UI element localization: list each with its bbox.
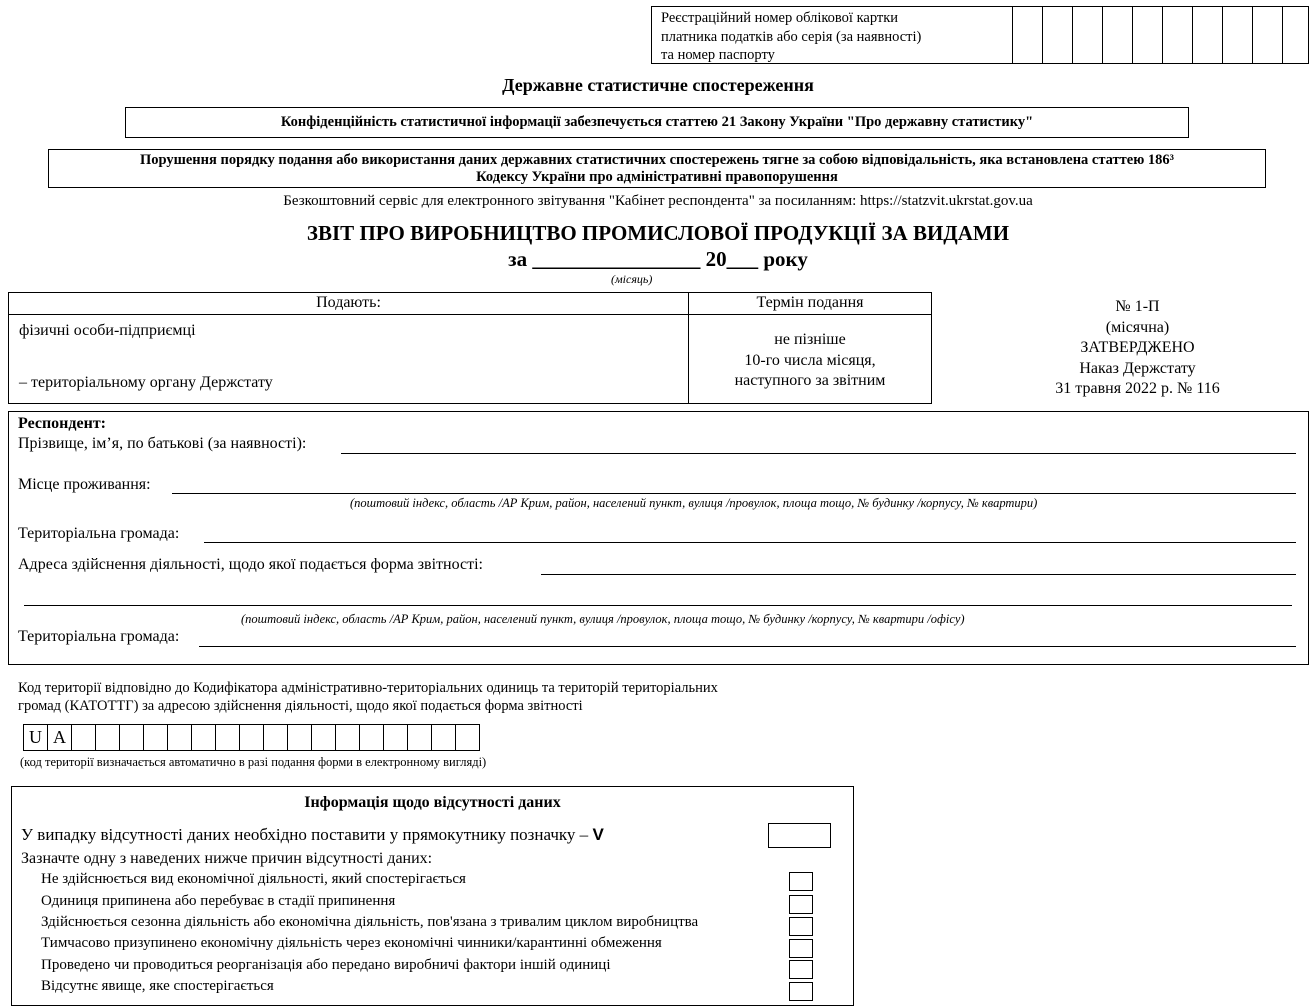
confidentiality-notice <box>125 107 1189 138</box>
name-label: Прізвище, ім’я, по батькові (за наявності): <box>18 435 307 452</box>
reason-label: Проведено чи проводиться реорганізація або передано виробничі фактори іншій одиниці <box>41 957 611 973</box>
registration-cell[interactable] <box>1222 6 1252 64</box>
registration-cell[interactable] <box>1012 6 1042 64</box>
form-info <box>1000 297 1275 400</box>
code-cell[interactable] <box>407 724 432 751</box>
form-number: № 1-П <box>1115 298 1160 315</box>
activity-address-field-line-2[interactable] <box>24 605 1292 606</box>
registration-line-3: та номер паспорту <box>661 47 775 63</box>
respondent-title: Респондент: <box>18 415 106 432</box>
absence-mark-checkbox[interactable] <box>768 823 831 848</box>
absence-title: Інформація щодо відсутності даних <box>304 794 561 811</box>
katottg-line-1: Код території відповідно до Кодифікатора адміністративно-територіальних одиниць та територій територіальних <box>18 680 718 696</box>
code-cell[interactable]: A <box>47 724 72 751</box>
reason-checkbox[interactable] <box>789 872 813 891</box>
code-cell[interactable]: U <box>23 724 48 751</box>
katottg-line-2: громад (КАТОТТГ) за адресою здійснення діяльності, щодо якої подається форма звітності <box>18 698 583 714</box>
registration-cell[interactable] <box>1132 6 1162 64</box>
form-frequency: (місячна) <box>1105 318 1170 336</box>
violation-line-1: Порушення порядку подання або використання даних державних статистичних спостережень тягне за собою відповідальність, яка встановлена статтею 186³ <box>139 152 1175 168</box>
reason-checkbox[interactable] <box>789 960 813 979</box>
activity-address-field[interactable] <box>541 574 1296 575</box>
deadline-line-1: не пізніше <box>774 331 846 348</box>
reason-checkbox[interactable] <box>789 939 813 958</box>
service-link-text: Безкоштовний сервіс для електронного звітування "Кабінет респондента" за посиланням: https://statzvit.ukrstat.gov.ua <box>283 193 1033 209</box>
submitters-to-whom: – територіальному органу Держстату <box>19 374 273 391</box>
confidentiality-text: Конфіденційність статистичної інформації забезпечується статтею 21 Закону України "Про державну статистику" <box>280 114 1034 130</box>
month-caption: (місяць) <box>611 272 653 286</box>
code-cell[interactable] <box>143 724 168 751</box>
registration-cell[interactable] <box>1072 6 1102 64</box>
absence-mark-text: У випадку відсутності даних необхідно поставити у прямокутнику позначку – <box>21 825 593 844</box>
registration-cell[interactable] <box>1192 6 1222 64</box>
community-label: Територіальна громада: <box>18 525 180 542</box>
residence-hint: (поштовий індекс, область /АР Крим, район, населений пункт, вулиця /провулок, площа тощо, № будинку /корпусу, № квартири) <box>350 496 1038 510</box>
check-mark-symbol: V <box>592 825 604 844</box>
violation-notice <box>48 149 1266 188</box>
submit-table <box>8 292 932 404</box>
community-field[interactable] <box>204 542 1296 543</box>
community2-field[interactable] <box>199 646 1296 647</box>
registration-cell[interactable] <box>1042 6 1072 64</box>
reason-checkbox[interactable] <box>789 982 813 1001</box>
reason-checkbox[interactable] <box>789 917 813 936</box>
col-deadline-header: Термін подання <box>756 294 864 311</box>
katottg-description <box>18 679 838 715</box>
code-cell[interactable] <box>119 724 144 751</box>
community2-label: Територіальна громада: <box>18 628 180 645</box>
code-cell[interactable] <box>311 724 336 751</box>
activity-address-label: Адреса здійснення діяльності, щодо якої подається форма звітності: <box>18 556 483 573</box>
code-cell[interactable] <box>455 724 480 751</box>
report-period[interactable]: за ________________ 20___ року <box>508 247 808 271</box>
report-title: ЗВІТ ПРО ВИРОБНИЦТВО ПРОМИСЛОВОЇ ПРОДУКЦІЇ ЗА ВИДАМИ <box>306 221 1010 245</box>
name-field[interactable] <box>341 453 1296 454</box>
form-order: Наказ Держстату <box>1079 359 1196 377</box>
reason-label: Одиниця припинена або перебуває в стадії припинення <box>41 893 396 909</box>
registration-label <box>661 9 1011 65</box>
submitters-who: фізичні особи-підприємці <box>19 322 196 339</box>
table-divider <box>9 314 931 315</box>
katottg-code-row <box>23 724 480 751</box>
registration-cell[interactable] <box>1162 6 1192 64</box>
registration-line-1: Реєстраційний номер облікової картки <box>661 10 899 26</box>
activity-hint: (поштовий індекс, область /АР Крим, район, населений пункт, вулиця /провулок, площа тощо, № будинку /корпусу, № квартири /офісу) <box>241 612 965 626</box>
code-cell[interactable] <box>431 724 456 751</box>
absence-reason-instruction: Зазначте одну з наведених нижче причин відсутності даних: <box>21 850 433 867</box>
code-cell[interactable] <box>95 724 120 751</box>
code-cell[interactable] <box>239 724 264 751</box>
form-approved: ЗАТВЕРДЖЕНО <box>1080 339 1195 356</box>
code-cell[interactable] <box>215 724 240 751</box>
registration-cell[interactable] <box>1252 6 1282 64</box>
state-observation-heading: Державне статистичне спостереження <box>502 75 814 95</box>
katottg-note: (код території визначається автоматично в разі подання форми в електронному вигляді) <box>20 755 487 769</box>
deadline-line-2: 10-го числа місяця, <box>744 351 876 369</box>
absence-mark-instruction <box>21 825 604 845</box>
code-cell[interactable] <box>335 724 360 751</box>
reason-label: Здійснюється сезонна діяльність або економічна діяльність, пов'язана з тривалим циклом виробництва <box>41 914 699 930</box>
reason-checkbox[interactable] <box>789 895 813 914</box>
residence-field[interactable] <box>172 493 1296 494</box>
deadline-line-3: наступного за звітним <box>734 372 886 389</box>
code-cell[interactable] <box>359 724 384 751</box>
col-submitters-header: Подають: <box>316 294 381 311</box>
code-cell[interactable] <box>191 724 216 751</box>
code-cell[interactable] <box>71 724 96 751</box>
registration-cell[interactable] <box>1282 6 1312 64</box>
violation-line-2: Кодексу України про адміністративні правопорушення <box>476 169 838 185</box>
code-cell[interactable] <box>287 724 312 751</box>
reason-label: Відсутнє явище, яке спостерігається <box>41 978 274 994</box>
code-cell[interactable] <box>263 724 288 751</box>
registration-line-2: платника податків або серія (за наявності) <box>661 28 922 45</box>
reason-label: Не здійснюється вид економічної діяльності, який спостерігається <box>41 871 466 887</box>
form-date: 31 травня 2022 р. № 116 <box>1055 380 1220 397</box>
code-cell[interactable] <box>383 724 408 751</box>
reason-label: Тимчасово призупинено економічну діяльність через економічні чинники/карантинні обмеження <box>41 935 662 951</box>
code-cell[interactable] <box>167 724 192 751</box>
deadline-text <box>689 330 931 392</box>
registration-cell[interactable] <box>1102 6 1132 64</box>
residence-label: Місце проживання: <box>18 476 151 493</box>
